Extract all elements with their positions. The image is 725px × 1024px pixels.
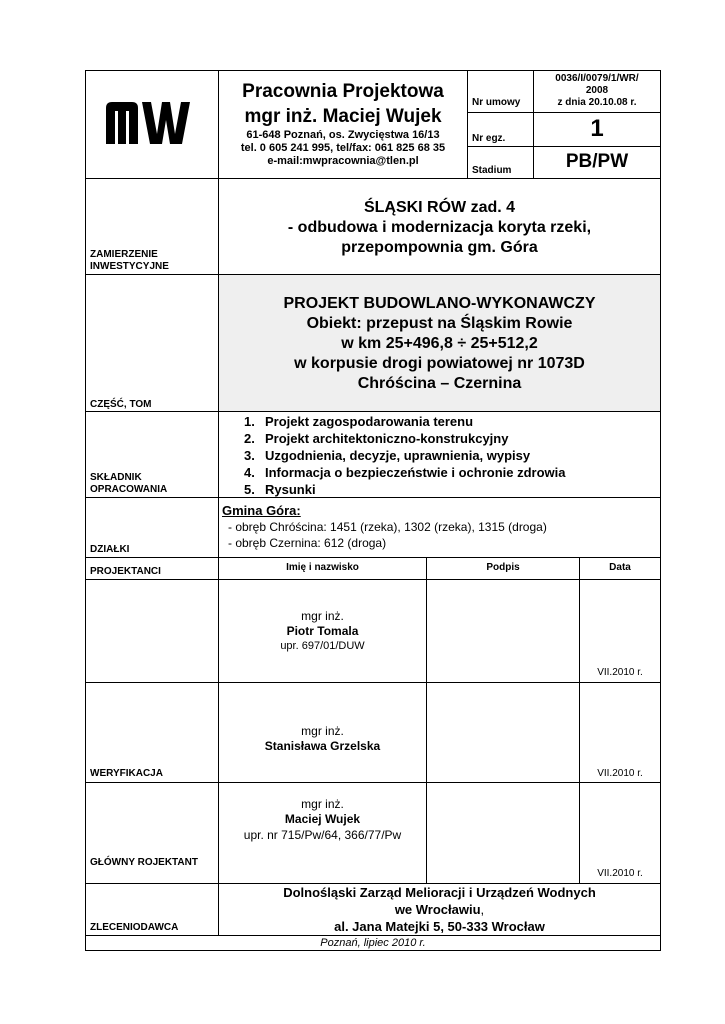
place-date-footer: Poznań, lipiec 2010 r.: [320, 937, 426, 949]
skladnik-item-num: 5.: [244, 482, 255, 497]
company-phone: tel. 0 605 241 995, tel/fax: 061 825 68 35: [240, 142, 446, 154]
stadium-label: Stadium: [472, 165, 512, 176]
company-address: 61-648 Poznań, os. Zwycięstwa 16/13: [246, 129, 440, 141]
glowny-projektant-label: GŁÓWNY ROJEKTANT: [90, 857, 198, 868]
weryfikacja-label: WERYFIKACJA: [90, 768, 163, 779]
zamierzenie-line-1: ŚLĄSKI RÓW zad. 4: [363, 199, 516, 216]
dzialki-line-2: - obręb Czernina: 612 (droga): [228, 536, 387, 550]
chief-designer-name: Maciej Wujek: [284, 812, 361, 826]
czesc-line-3: w km 25+496,8 ÷ 25+512,2: [341, 335, 538, 352]
dzialki-title: Gmina Góra:: [222, 503, 301, 518]
zleceniodawca-label: ZLECENIODAWCA: [90, 922, 179, 933]
designer-license: upr. 697/01/DUW: [280, 640, 365, 652]
col-header-date: Data: [609, 562, 631, 573]
skladnik-item-text: Projekt architektoniczno-konstrukcyjny: [265, 431, 509, 446]
skladnik-label-2: OPRACOWANIA: [90, 484, 168, 495]
czesc-line-4: w korpusie drogi powiatowej nr 1073D: [294, 355, 585, 372]
skladnik-item-text: Rysunki: [265, 482, 316, 497]
nr-umowy-value-1: 0036/I/0079/1/WR/: [555, 73, 639, 84]
chief-designer-date: VII.2010 r.: [597, 868, 643, 879]
czesc-line-2: Obiekt: przepust na Śląskim Rowie: [306, 315, 573, 332]
header-row-line-1: [467, 112, 661, 113]
verifier-date: VII.2010 r.: [597, 768, 643, 779]
nr-egz-label: Nr egz.: [472, 133, 506, 144]
chief-designer-license: upr. nr 715/Pw/64, 366/77/Pw: [243, 828, 402, 842]
czesc-line-5: Chróścina – Czernina: [357, 375, 522, 392]
line-after-dzialki: [85, 557, 661, 558]
client-line-2: [219, 901, 660, 918]
border-left: [85, 70, 86, 951]
line-after-header: [85, 178, 661, 179]
line-after-zamierzenie: [85, 274, 661, 275]
col-header-signature: Podpis: [486, 562, 520, 573]
dzialki-label: DZIAŁKI: [90, 544, 130, 555]
company-name: Pracownia Projektowa: [242, 81, 444, 102]
skladnik-item-text: Uzgodnienia, decyzje, uprawnienia, wypisy: [265, 448, 531, 463]
skladnik-item-num: 1.: [244, 414, 255, 429]
border-top: [85, 70, 661, 71]
client-city: we Wrocławiu: [394, 902, 481, 917]
designer-date: VII.2010 r.: [597, 667, 643, 678]
skladnik-item-num: 2.: [244, 431, 255, 446]
czesc-label: CZĘŚĆ, TOM: [90, 399, 152, 410]
zamierzenie-line-2: - odbudowa i modernizacja koryta rzeki,: [287, 219, 592, 236]
skladnik-item-num: 3.: [244, 448, 255, 463]
company-logo: [104, 100, 200, 146]
border-right: [660, 70, 661, 951]
line-after-proj-row2: [85, 782, 661, 783]
zamierzenie-label-1: ZAMIERZENIE: [90, 249, 158, 260]
designer-name: Piotr Tomala: [286, 624, 359, 638]
col-header-name: Imię i nazwisko: [286, 562, 359, 573]
nr-umowy-label: Nr umowy: [472, 97, 521, 108]
skladnik-item-num: 4.: [244, 465, 255, 480]
stadium-value: PB/PW: [565, 151, 629, 172]
header-divider-2: [467, 70, 468, 178]
czesc-line-1: PROJEKT BUDOWLANO-WYKONAWCZY: [283, 295, 596, 312]
line-after-proj-row1: [85, 682, 661, 683]
nr-umowy-value-2: 2008: [585, 85, 609, 96]
chief-designer-title: mgr inż.: [301, 797, 344, 811]
skladnik-item-text: Projekt zagospodarowania terenu: [265, 414, 474, 429]
proj-col-divider-1: [426, 557, 427, 883]
line-after-skladnik: [85, 497, 661, 498]
skladnik-item-text: Informacja o bezpieczeństwie i ochronie zdrowia: [265, 465, 566, 480]
company-owner: mgr inż. Maciej Wujek: [244, 106, 442, 127]
nr-egz-value: 1: [590, 115, 604, 142]
designer-title: mgr inż.: [301, 609, 344, 623]
verifier-name: Stanisława Grzelska: [264, 739, 381, 753]
zamierzenie-label-2: INWESTYCYJNE: [90, 261, 169, 272]
zamierzenie-line-3: przepompownia gm. Góra: [341, 239, 538, 256]
border-bottom: [85, 950, 661, 951]
dzialki-line-1: - obręb Chróścina: 1451 (rzeka), 1302 (rzeka), 1315 (droga): [228, 520, 547, 534]
proj-col-divider-2: [579, 557, 580, 883]
client-line-3: al. Jana Matejki 5, 50-333 Wrocław: [334, 919, 545, 934]
skladnik-label-1: SKŁADNIK: [90, 472, 142, 483]
verifier-title: mgr inż.: [301, 724, 344, 738]
projektanci-label: PROJEKTANCI: [90, 566, 161, 577]
client-city-comma: ,: [480, 902, 485, 917]
nr-umowy-value-3: z dnia 20.10.08 r.: [557, 97, 637, 108]
line-after-czesc: [85, 411, 661, 412]
header-row-line-2: [467, 146, 661, 147]
mw-logo-icon: [104, 100, 200, 146]
company-email: e-mail:mwpracownia@tlen.pl: [267, 155, 419, 167]
client-line-1: Dolnośląski Zarząd Melioracji i Urządzeń Wodnych: [283, 885, 596, 900]
line-after-proj-header: [85, 579, 661, 580]
